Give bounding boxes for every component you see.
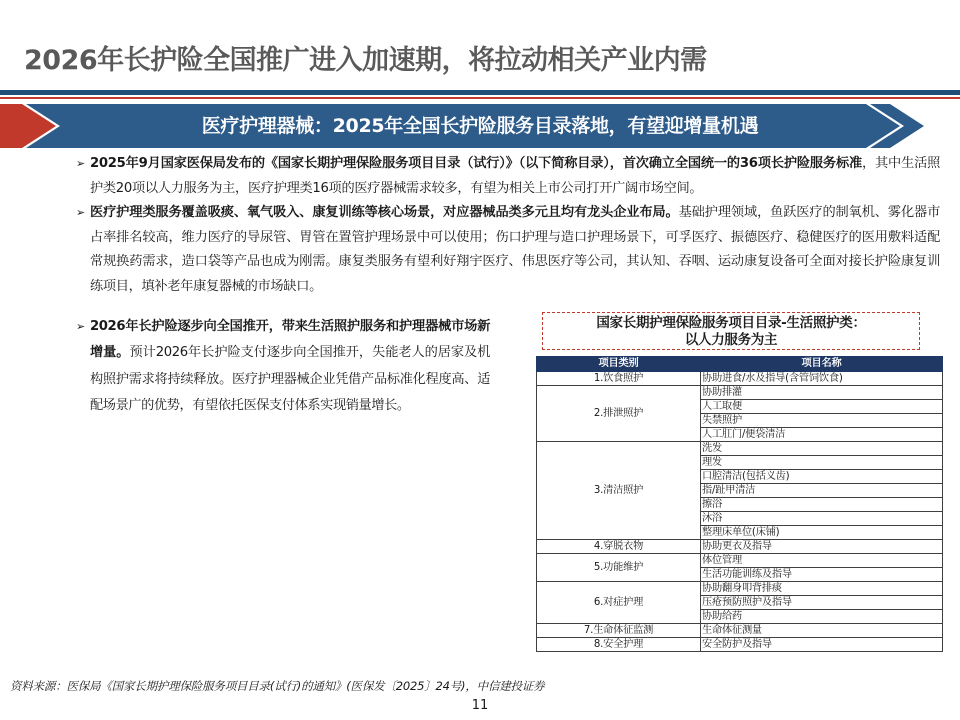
section-banner [0, 104, 960, 148]
table-cell-item: 擦浴 [701, 498, 943, 512]
table-title-line2: 以人力服务为主 [684, 332, 778, 348]
table-cell-item: 协助排灌 [701, 386, 943, 400]
table-row [537, 624, 943, 638]
bullet-item [76, 201, 940, 299]
table-header-row [537, 357, 943, 372]
table-cell-item: 指/趾甲清洁 [701, 484, 943, 498]
table-title-line1: 国家长期护理保险服务项目目录-生活照护类： [596, 315, 866, 331]
table-cell-category: 6.对症护理 [537, 582, 701, 624]
table-cell-item: 协助翻身叩背排痰 [701, 582, 943, 596]
table-cell-category: 4.穿脱衣物 [537, 540, 701, 554]
page-title: 2026年长护险全国推广进入加速期，将拉动相关产业内需 [24, 45, 707, 76]
banner-title: 医疗护理器械：2025年全国长护险服务目录落地，有望迎增量机遇 [201, 115, 759, 137]
bullet-arrow-icon: ➢ [76, 320, 85, 333]
table-header-item: 项目名称 [701, 357, 943, 372]
table-cell-item: 失禁照护 [701, 414, 943, 428]
table-cell-item: 口腔清洁(包括义齿) [701, 470, 943, 484]
bullet-item [76, 314, 490, 420]
table-cell-item: 生命体征测量 [701, 624, 943, 638]
table-cell-item: 沐浴 [701, 512, 943, 526]
table-cell-category: 7.生命体征监测 [537, 624, 701, 638]
table-cell-item: 整理床单位(床铺) [701, 526, 943, 540]
table-row [537, 582, 943, 596]
table-cell-item: 协助更衣及指导 [701, 540, 943, 554]
bullet-text: ，其中生活照护类20项以人力服务为主，医疗护理类16项的医疗器械需求较多，有望为相关上市公司打开广阔市场空间。 [90, 156, 940, 196]
table-cell-item: 生活功能训练及指导 [701, 568, 943, 582]
table-cell-item: 洗发 [701, 442, 943, 456]
table-cell-item: 理发 [701, 456, 943, 470]
table-cell-item: 安全防护及指导 [701, 638, 943, 652]
table-cell-category: 2.排泄照护 [537, 386, 701, 442]
table-cell-category: 3.清洁照护 [537, 442, 701, 540]
bullet-bold-text: 2026年长护险逐步向全国推开，带来生活照护服务和护理器械市场新增量。 [90, 319, 490, 361]
service-catalog-table [536, 356, 943, 652]
title-underline-blue [0, 90, 960, 95]
table-row [537, 638, 943, 652]
table-row [537, 442, 943, 456]
table-row [537, 386, 943, 400]
table-cell-category: 1.饮食照护 [537, 372, 701, 386]
table-body [537, 372, 943, 652]
table-row [537, 372, 943, 386]
bullet-text: 基础护理领域，鱼跃医疗的制氧机、雾化器市占率排名较高，维力医疗的导尿管、胃管在置管护理场景中可以使用；伤口护理与造口护理场景下，可孚医疗、振德医疗、稳健医疗的医用敷料适配常规换药需求，造口袋等产品也成为刚需。康复类服务有望利好翔宇医疗、伟思医疗等公司，其认知、吞咽、运动康复设备可全面对接长护险康复训练项目，填补老年康复器械的市场缺口。 [90, 205, 940, 294]
bullet-bold-text: 2025年9月国家医保局发布的《国家长期护理保险服务项目目录（试行）》（以下简称目录），首次确立全国统一的36项长护险服务标准 [90, 156, 862, 171]
source-note: 资料来源：医保局《国家长期护理保险服务项目目录(试行)的通知》(医保发〔2025〕24号)，中信建投证券 [10, 679, 545, 693]
table-title [542, 312, 920, 350]
table-cell-item: 协助给药 [701, 610, 943, 624]
page-number: 11 [471, 698, 489, 713]
table-cell-item: 人工取便 [701, 400, 943, 414]
table-cell-item: 体位管理 [701, 554, 943, 568]
table-cell-category: 8.安全护理 [537, 638, 701, 652]
title-underline-red [0, 97, 960, 99]
table-cell-item: 人工肛门/便袋清洁 [701, 428, 943, 442]
bullet-list [76, 152, 940, 300]
bullet-arrow-icon: ➢ [76, 206, 85, 220]
table-cell-item: 压疮预防照护及指导 [701, 596, 943, 610]
bullet-item-left [76, 314, 490, 420]
bullet-arrow-icon: ➢ [76, 157, 85, 170]
table-cell-category: 5.功能维护 [537, 554, 701, 582]
bullet-item [76, 152, 940, 201]
table-row [537, 554, 943, 568]
table-cell-item: 协助进食/水及指导(含管饲饮食) [701, 372, 943, 386]
table-header-category: 项目类别 [537, 357, 701, 372]
bullet-bold-text: 医疗护理类服务覆盖吸痰、氧气吸入、康复训练等核心场景，对应器械品类多元且均有龙头企业布局。 [90, 205, 679, 221]
bullet-text: 预计2026年长护险支付逐步向全国推开，失能老人的居家及机构照护需求将持续释放。医疗护理器械企业凭借产品标准化程度高、适配场景广的优势，有望依托医保支付体系实现销量增长。 [90, 345, 490, 414]
table-row [537, 540, 943, 554]
